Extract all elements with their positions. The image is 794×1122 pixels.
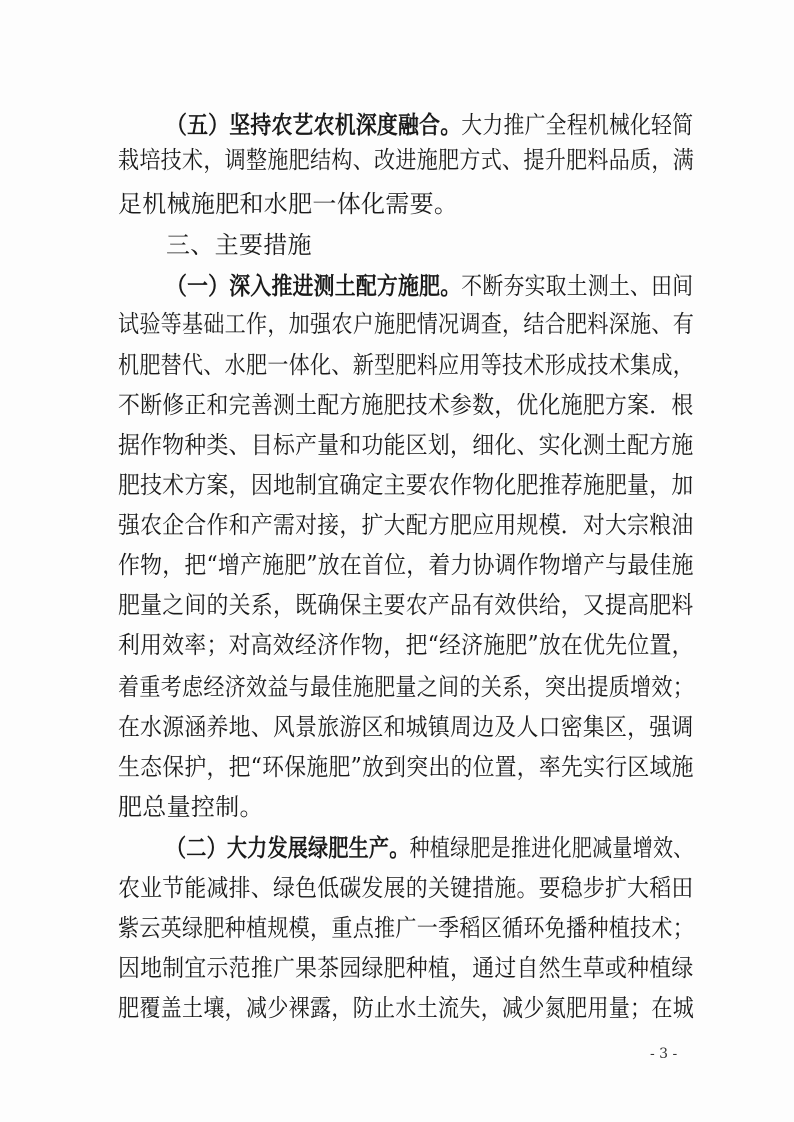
paragraph-line: 肥覆盖土壤，减少裸露，防止水土流失，减少氮肥用量；在城 <box>118 994 695 1022</box>
paragraph-heading: （一）深入推进测土配方施肥。 <box>166 272 462 300</box>
paragraph-line <box>166 271 693 301</box>
paragraph-line: 肥量之间的关系，既确保主要农产品有效供给，又提高肥料 <box>118 591 694 619</box>
paragraph-line: 足机械施肥和水肥一体化需要。 <box>118 190 459 218</box>
section-heading: 三、主要措施 <box>166 231 312 259</box>
paragraph-line: 肥技术方案，因地制宜确定主要农作物化肥推荐施肥量，加 <box>118 471 694 499</box>
paragraph-heading: （二）大力发展绿肥生产。 <box>166 834 410 862</box>
paragraph-line: 在水源涵养地、风景旅游区和城镇周边及人口密集区，强调 <box>118 713 694 741</box>
paragraph-line: 机肥替代、水肥一体化、新型肥料应用等技术形成技术集成， <box>118 351 695 379</box>
paragraph-text: 种植绿肥是推进化肥减量增效、 <box>409 834 694 862</box>
paragraph-line: 利用效率；对高效经济作物，把“经济施肥”放在优先位置， <box>118 631 694 659</box>
paragraph-line: 紫云英绿肥种植规模，重点推广一季稻区循环免播种植技术； <box>118 914 695 942</box>
paragraph-line <box>166 833 694 863</box>
paragraph-heading: （五）坚持农艺农机深度融合。 <box>166 111 462 139</box>
paragraph-line: 农业节能减排、绿色低碳发展的关键措施。要稳步扩大稻田 <box>118 874 694 902</box>
paragraph-text: 不断夯实取土测土、田间 <box>461 272 694 300</box>
paragraph-line: 据作物种类、目标产量和功能区划，细化、实化测土配方施 <box>118 431 694 459</box>
paragraph-line: 试验等基础工作，加强农户施肥情况调查，结合肥料深施、有 <box>118 310 695 338</box>
paragraph-line: 作物，把“增产施肥”放在首位，着力协调作物增产与最佳施 <box>118 551 694 579</box>
paragraph-line: 栽培技术，调整施肥结构、改进施肥方式、提升肥料品质，满 <box>118 146 695 174</box>
paragraph-line: 因地制宜示范推广果茶园绿肥种植，通过自然生草或种植绿 <box>118 954 694 982</box>
paragraph-line <box>166 110 693 140</box>
paragraph-line: 强农企合作和产需对接，扩大配方肥应用规模．对大宗粮油 <box>118 511 694 539</box>
paragraph-line: 肥总量控制。 <box>118 793 264 821</box>
paragraph-line: 着重考虑经济效益与最佳施肥量之间的关系，突出提质增效； <box>118 673 695 701</box>
paragraph-line: 生态保护，把“环保施肥”放到突出的位置，率先实行区域施 <box>118 753 694 781</box>
page-number: - 3 - <box>650 1046 678 1062</box>
paragraph-line: 不断修正和完善测土配方施肥技术参数，优化施肥方案．根 <box>118 391 694 419</box>
paragraph-text: 大力推广全程机械化轻简 <box>461 111 694 139</box>
